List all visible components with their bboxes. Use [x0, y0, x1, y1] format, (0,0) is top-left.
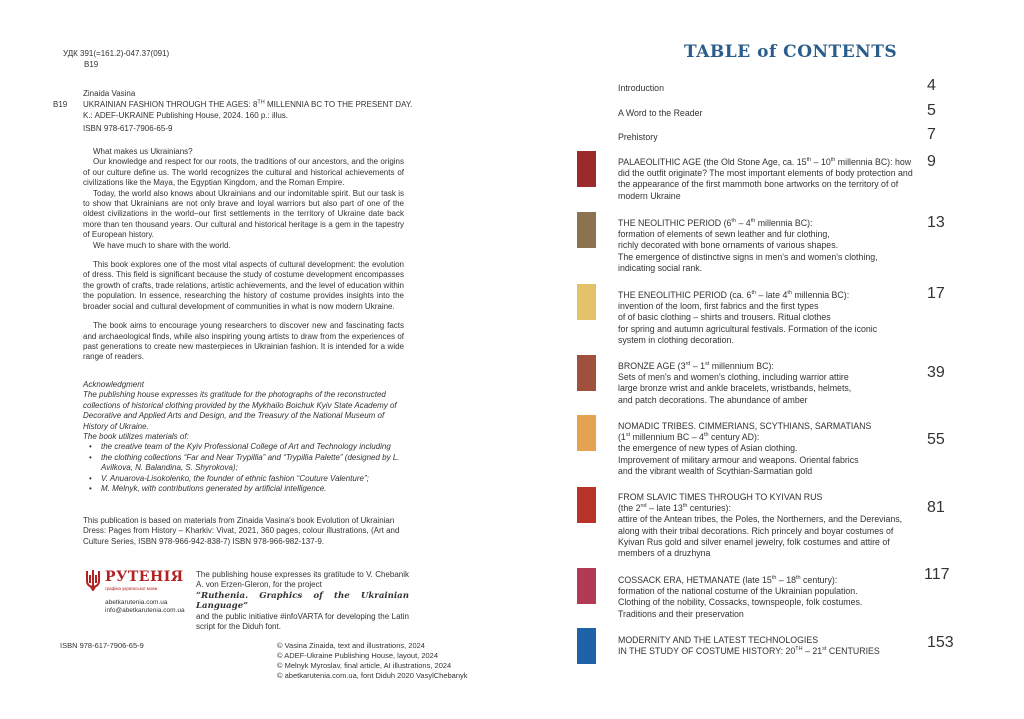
publisher-line: K.: ADEF-UKRAINE Publishing House, 2024. 160 p.: illus.	[83, 111, 288, 120]
period-color-swatch	[577, 151, 596, 187]
toc-entry-slavic-kyivan-rus[interactable]: FROM SLAVIC TIMES THROUGH TO KYIVAN RUS (the 2nd – late 13th centuries): attire of the Antean tribes, the Poles, the Northerners, and the Derevians, along with their tribal decorations. Rich princely and boyar costumes of Kyivan Rus gold and silver enamel jewelry, folk costumes and attire of members of a druzhyna	[618, 492, 903, 559]
toc-entry-prehistory[interactable]: Prehistory	[618, 132, 658, 142]
toc-entry-modernity[interactable]: MODERNITY AND THE LATEST TECHNOLOGIES IN THE STUDY OF COSTUME HISTORY: 20TH – 21st CENTURIES	[618, 635, 880, 657]
copyright-line: © Vasina Zinaida, text and illustrations, 2024	[277, 641, 425, 650]
toc-page-number: 81	[927, 499, 945, 516]
toc-page-number: 7	[927, 126, 936, 143]
copyright-line: © ADEF-Ukraine Publishing House, layout, 2024	[277, 651, 439, 660]
gratitude-text: and the public initiative #infoVARTA for developing the Latin script for the Diduh font.	[196, 611, 409, 632]
copyright-line: © abetkarutenia.com.ua, font Diduh 2020 VasylChebanyk	[277, 671, 468, 680]
list-item: • the clothing collections “Far and Near Trypillia” and “Trypillia Palette” (designed by L. Avilkova, N. Balandina, S. Shyrokova);	[101, 453, 405, 474]
logo-email: info@abetkarutenia.com.ua	[105, 607, 185, 614]
copyright-line: © Melnyk Myroslav, final article, AI illustrations, 2024	[277, 661, 452, 670]
gratitude-note	[196, 570, 409, 632]
acknowledgment-list	[83, 442, 405, 494]
acknowledgment-heading: Acknowledgment	[83, 380, 144, 389]
bbk-code: В19	[84, 60, 99, 69]
toc-entry-cossack-era[interactable]: COSSACK ERA, HETMANATE (late 15th – 18th century): formation of the national costume of the Ukrainian population. Clothing of the nobility, Cossacks, townspeople, folk costumes. Traditions and their preservation	[618, 575, 863, 619]
copyright-block	[277, 641, 468, 681]
toc-entry-word-to-reader[interactable]: A Word to the Reader	[618, 108, 703, 118]
toc-page-number: 55	[927, 431, 945, 448]
list-item: • V. Anuarova-Lisokolenko, the founder of ethnic fashion “Couture Valenture”;	[101, 474, 405, 484]
list-item: • the creative team of the Kyiv Professional College of Art and Technology including	[101, 442, 405, 452]
toc-entry-palaeolithic[interactable]: PALAEOLITHIC AGE (the Old Stone Age, ca. 15th – 10th millennia BC): how did the outfit originate? The most important elements of body protection and the appearance of the first mammoth bone artworks on the territory of of modern Ukraine	[618, 157, 913, 201]
toc-entry-introduction[interactable]: Introduction	[618, 83, 664, 93]
gratitude-text: The publishing house expresses its gratitude to V. Chebanik A. von Erzen-Gleron, for the project	[196, 570, 409, 590]
acknowledgment-block	[83, 380, 405, 494]
acknowledgment-materials: The book utilizes materials of:	[83, 432, 189, 442]
annotation-paragraph: Our knowledge and respect for our roots, the traditions of our ancestors, and the origins of our culture define us. The world recognizes the cultural and historical achievements of civilizations like the Maya, the Egyptian Kingdom, and the Roman Empire.	[83, 157, 404, 188]
toc-page-number: 9	[927, 153, 936, 170]
annotation-paragraph: What makes us Ukrainians?	[93, 147, 193, 156]
isbn-line: ISBN 978-617-7906-65-9	[83, 124, 173, 133]
bbk-side: В19	[53, 100, 68, 109]
based-on-note: This publication is based on materials from Zinaida Vasina's book Evolution of Ukrainian Dress: Pages from History – Kharkiv: Vivat, 2021, 360 pages, colour illustrations, (Art and Culture Series, ISBN 978-966-942-838-7) ISBN 978-966-982-137-9.	[83, 516, 400, 546]
toc-title: TABLE of CONTENTS	[684, 42, 898, 62]
toc-page-number: 17	[927, 285, 945, 302]
toc-page-number: 5	[927, 102, 936, 119]
acknowledgment-text: The publishing house expresses its gratitude for the photographs of the reconstructed collections of historical clothing provided by the Mykhailo Boichuk Kyiv State Academy of Decorative and Applied Arts and Design, and the Treasury of the National Museum of History of Ukraine.	[83, 390, 397, 431]
annotation-paragraph: The book aims to encourage young researchers to discover new and fascinating facts and archaeological finds, while also inspiring young artists to draw from the experiences of past generations to create new masterpieces in Ukrainian fashion. It is intended for a wide range of readers.	[83, 321, 404, 362]
period-color-swatch	[577, 628, 596, 664]
logo-site: abetkarutenia.com.ua	[105, 599, 168, 606]
annotation-paragraph: Today, the world also knows about Ukrainians and our indomitable spirit. But our task is to show that Ukrainians are not only brave and loyal warriors but also part of one of the oldest civilizations in the world–our first settlements in the territory of Ukraine date back more than ten thousand years. Our cultural and historical heritage is a gem in the tapestry of European history.	[83, 188, 404, 240]
annotation-paragraph: We have much to share with the world.	[93, 240, 231, 250]
udc-code: УДК 391(=161.2)-047.37(091)	[63, 49, 170, 58]
period-color-swatch	[577, 284, 596, 320]
gratitude-project: “Ruthenia. Graphics of the Ukrainian Language”	[196, 590, 409, 612]
toc-page-number: 4	[927, 77, 936, 94]
toc-entry-description: how did the outfit originate? The most important elements of body protection and the appearance of the first mammoth bone artworks on the territory of of modern Ukraine	[618, 157, 913, 201]
list-item: • M. Melnyk, with contributions generated by artificial intelligence.	[101, 484, 405, 494]
period-color-swatch	[577, 568, 596, 604]
period-color-swatch	[577, 415, 596, 451]
toc-entry-nomadic-tribes[interactable]: NOMADIC TRIBES. CIMMERIANS, SCYTHIANS, SARMATIANS (1st millennium BC – 4th century AD): the emergence of new types of Asian clothing. Improvement of military armour and weapons. Oriental fabrics and the vibrant wealth of Scythian-Sarmatian gold	[618, 421, 872, 476]
toc-entry-bronze-age[interactable]: BRONZE AGE (3rd – 1st millennium BC): Sets of men's and women's clothing, including warrior attire large bronze wrist and ankle bracelets, wristbands, helmets, and patch decorations. The abundance of amber	[618, 361, 852, 405]
toc-page-number: 153	[927, 634, 954, 651]
logo-subtitle: графіка української мови	[105, 586, 158, 591]
toc-page-number: 39	[927, 364, 945, 381]
trident-icon	[85, 569, 101, 591]
toc-entry-neolithic[interactable]: THE NEOLITHIC PERIOD (6th – 4th millennia BC): formation of elements of sewn leather and fur clothing, richly decorated with bone ornaments of various shapes. The emergence of distinctive signs in men's and women's clothing, indicating social rank.	[618, 218, 878, 273]
period-color-swatch	[577, 355, 596, 391]
ruthenia-logo	[85, 569, 185, 614]
toc-entry-eneolithic[interactable]: THE ENEOLITHIC PERIOD (ca. 6th – late 4th millennia BC): invention of the loom, first fabrics and the first types of of basic clothing – shirts and trousers. Ritual clothes for spring and autumn agricultural festivals. Formation of the iconic system in clothing decoration.	[618, 290, 878, 345]
book-title-line: UKRAINIAN FASHION THROUGH THE AGES: 8TH MILLENNIA BC TO THE PRESENT DAY.	[83, 99, 413, 109]
period-color-swatch	[577, 487, 596, 523]
toc-page-number: 13	[927, 214, 945, 231]
author-name: Zinaida Vasina	[83, 89, 136, 98]
bottom-isbn: ISBN 978-617-7906-65-9	[60, 641, 144, 650]
annotation-block	[83, 147, 404, 363]
logo-word: РУТЕНІЯ	[105, 569, 184, 585]
annotation-paragraph: This book explores one of the most vital aspects of cultural development: the evolution of dress. This field is significant because the study of costume development encompasses the growth of crafts, trade relations, artistic achievements, and the level of education within the population. In essence, researching the history of costume provides insights into the broader social and cultural development of communities in what is now modern Ukraine.	[83, 260, 404, 311]
toc-page-number: 117	[924, 566, 950, 583]
period-color-swatch	[577, 212, 596, 248]
